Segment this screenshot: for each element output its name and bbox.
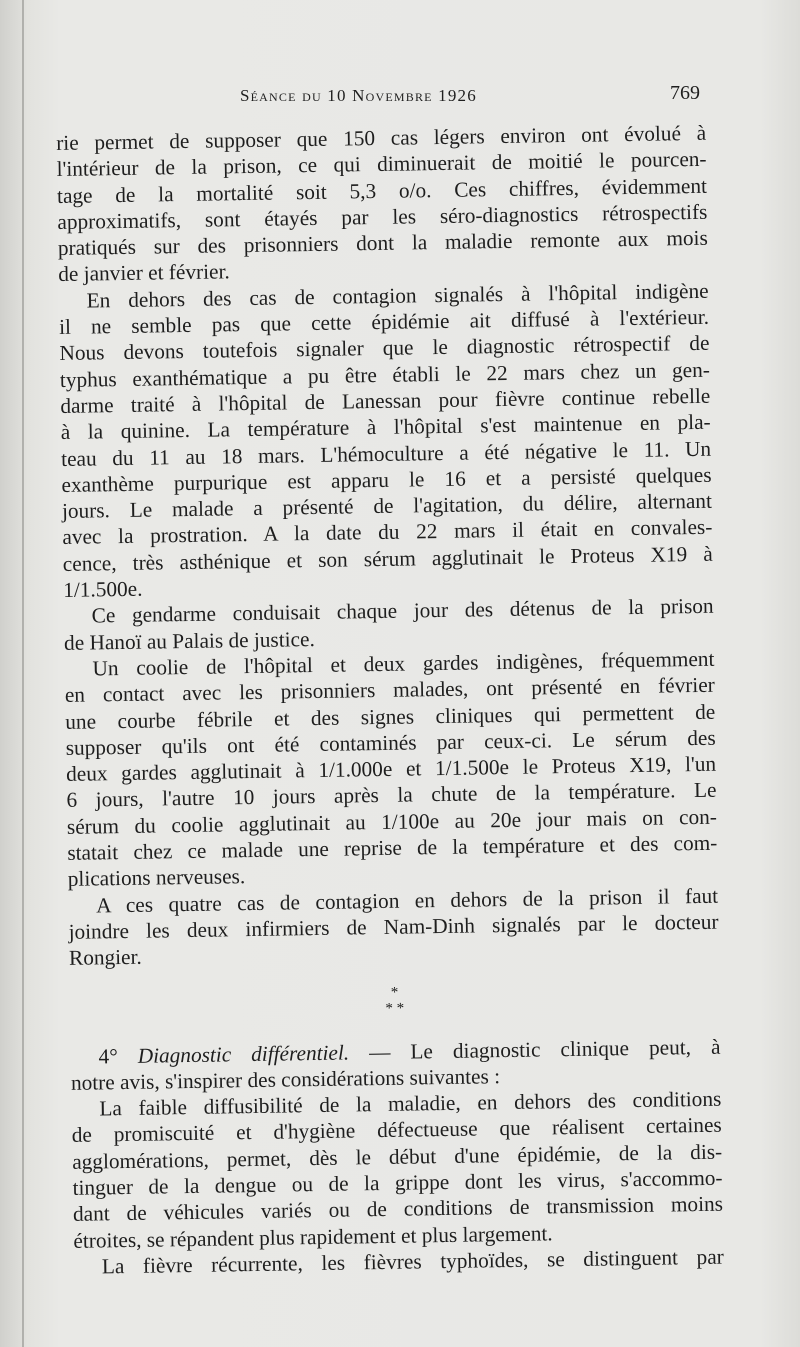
text-line: plications nerveuses. [67,864,246,892]
text-line: Nous devons toutefois signaler que le diagnostic rétrospectif de [59,331,710,366]
text-line: avec la prostration. A la date du 22 mars il était en convales- [62,515,713,550]
text-line: l'intérieur de la prison, ce qui diminuerait de moitié le pourcen- [56,147,707,182]
paragraph [64,646,718,893]
section-title: Diagnostic différentiel. [137,1040,350,1068]
text-line: agglomérations, permet, dès le début d'une épidémie, de la dis- [72,1139,723,1174]
text-line: tage de la mortalité soit 5,3 o/o. Ces chiffres, évidemment [56,173,708,208]
text-line: étroites, se répandent plus rapidement et plus largement. [73,1220,553,1253]
text-line: il ne semble pas que cette épidémie ait diffusé à l'extérieur. [58,304,710,340]
text-line: rie permet de supposer que 150 cas légers environ ont évolué à [56,120,707,155]
text-line: pratiqués sur des prisonniers dont la maladie remonte aux mois [57,225,708,261]
text-line: darme traité à l'hôpital de Lanessan pour fièvre continue rebelle [60,383,711,418]
text-line: Un coolie de l'hôpital et deux gardes indigènes, fréquemment [92,646,715,681]
text-line: notre avis, s'inspirer des considérations suivantes : [70,1063,501,1095]
paragraph [71,1086,723,1254]
text-line: sérum du coolie agglutinait au 1/100e au 20e jour mais on con- [66,804,718,839]
text-line: cence, très asthénique et son sérum agglutinait le Proteus X19 à [62,541,713,576]
asterism-row: * [390,984,399,1001]
text-line: approximatifs, sont étayés par les séro-diagnostics rétrospectifs [57,199,708,234]
text-line: tinguer de la dengue ou de la grippe dont les virus, s'accommo- [72,1165,723,1200]
text-line: En dehors des cas de contagion signalés à l'hôpital indigène [86,278,709,313]
text-line: de promiscuité et d'hygiène défectueuse que réalisent certaines [71,1113,722,1148]
section-intro-text: — Le diagnostic clinique peut, à [348,1034,721,1065]
body-text [56,120,724,1280]
asterism-row: * * [385,1000,405,1017]
page-binding-edge [22,0,24,1347]
text-line: teau du 11 au 18 mars. L'hémoculture a été négative le 11. Un [60,436,712,471]
section-separator [70,979,720,1021]
text-line: typhus exanthématique a pu être établi le 22 mars chez un gen- [59,357,711,392]
text-line: en contact avec les prisonniers malades, ont présenté en février [64,672,715,708]
text-line: joindre les deux infirmiers de Nam-Dinh signalés par le docteur [68,909,719,944]
paragraph [58,278,713,604]
text-line: dant de véhicules variés ou de conditions de transmission moins [72,1191,724,1227]
page-header [240,82,700,116]
paragraph [56,120,708,288]
paragraph [68,882,719,971]
text-line: Rongier. [68,944,142,971]
text-line: statait chez ce malade une reprise de la température et des com- [67,830,718,865]
text-line: Ce gendarme conduisait chaque jour des détenus de la prison [91,594,714,628]
text-line: La faible diffusibilité de la maladie, en dehors des conditions [99,1086,722,1121]
text-line: exanthème purpurique est apparu le 16 et a persisté quelques [61,462,712,497]
text-line: jours. Le malade a présenté de l'agitation, du délire, alternant [61,488,713,524]
text-line: A ces quatre cas de contagion en dehors de la prison il faut [95,883,719,918]
text-line: 6 jours, l'autre 10 jours après la chute de la température. Le [66,778,717,813]
text-line: La fièvre récurrente, les fièvres typhoïdes, se distinguent par [101,1244,724,1279]
text-line: de Hanoï au Palais de justice. [63,626,315,655]
section-number: 4° [98,1043,138,1068]
text-line: de janvier et février. [58,259,230,287]
text-line: à la quinine. La température à l'hôpital s'est maintenue en pla- [60,410,711,445]
text-line: une courbe fébrile et des signes cliniques qui permettent de [65,699,716,734]
text-line: deux gardes agglutinait à 1/1.000e et 1/1.500e le Proteus X19, l'un [65,751,717,787]
page-number: 769 [670,82,700,104]
text-line: supposer qu'ils ont été contaminés par ceux-ci. Le sérum des [65,725,716,760]
text-line: 1/1.500e. [63,576,143,602]
running-head: Séance du 10 Novembre 1926 [240,86,477,105]
